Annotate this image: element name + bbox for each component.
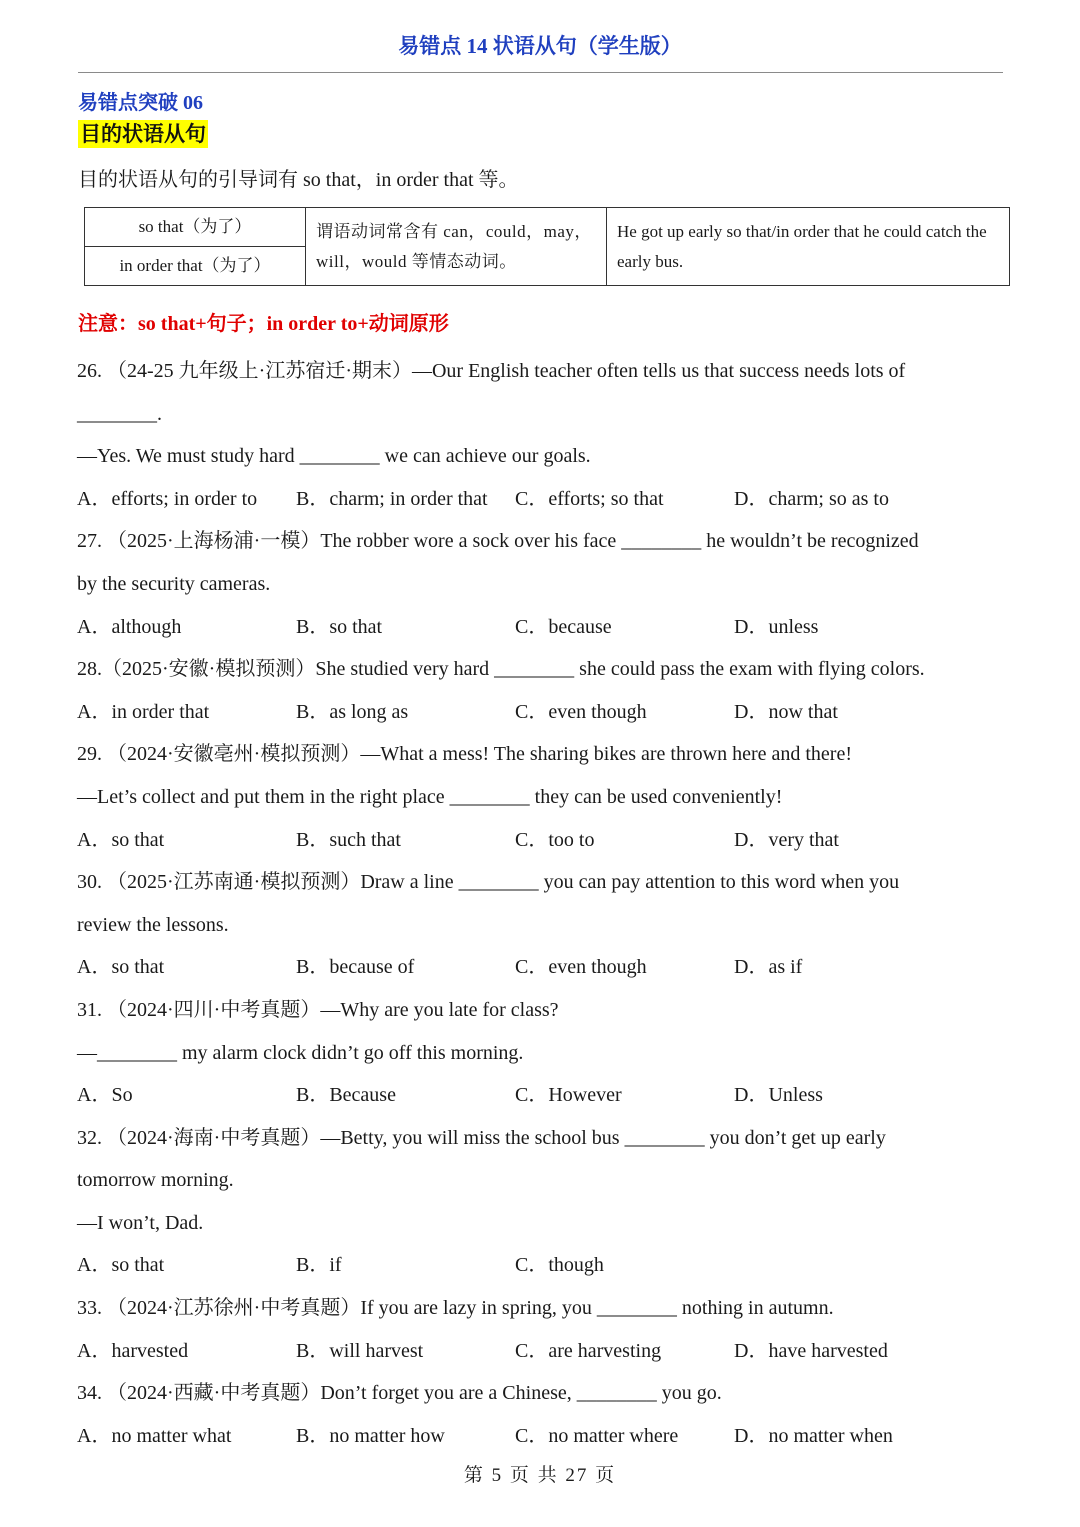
section-label: 易错点突破 06 <box>78 92 203 114</box>
question-item <box>77 861 1017 989</box>
table-cell-so-that: so that（为了） <box>85 208 306 247</box>
question-line: —________ my alarm clock didn’t go off this morning. <box>77 1041 524 1064</box>
answer-option: C．because <box>515 615 612 638</box>
question-line: —Yes. We must study hard ________ we can achieve our goals. <box>77 445 591 468</box>
answer-option: C．even though <box>515 700 647 723</box>
section-title: 目的状语从句 <box>80 122 206 146</box>
answer-option: B．such that <box>296 828 401 851</box>
answer-options <box>77 606 1017 649</box>
question-item <box>77 350 1017 520</box>
question-item <box>77 648 1017 733</box>
question-line: 33. （2024·江苏徐州·中考真题）If you are lazy in spring, you ________ nothing in autumn. <box>77 1297 834 1320</box>
answer-option: D．now that <box>734 700 838 723</box>
question-line: tomorrow morning. <box>77 1169 234 1192</box>
answer-option: A．harvested <box>77 1339 189 1362</box>
question-line: —I won’t, Dad. <box>77 1211 204 1234</box>
answer-option: B．if <box>296 1254 342 1277</box>
question-line: review the lessons. <box>77 913 229 936</box>
question-item <box>77 989 1017 1117</box>
answer-options <box>77 478 1017 521</box>
answer-option: B．because of <box>296 956 415 979</box>
question-item <box>77 1287 1017 1372</box>
table-cell-usage: 谓语动词常含有 can，could，may，will，would 等情态动词。 <box>306 208 607 286</box>
answer-option: A．So <box>77 1084 133 1107</box>
question-line: 28.（2025·安徽·模拟预测）She studied very hard ________ she could pass the exam with flying colors. <box>77 658 925 681</box>
question-line: by the security cameras. <box>77 572 271 595</box>
answer-option: A．although <box>77 615 182 638</box>
question-item <box>77 520 1017 648</box>
answer-options <box>77 1330 1017 1373</box>
answer-option: B．as long as <box>296 700 409 723</box>
answer-option: B．charm; in order that <box>296 487 488 510</box>
answer-option: C．though <box>515 1254 604 1277</box>
question-line: 29. （2024·安徽亳州·模拟预测）—What a mess! The sharing bikes are thrown here and there! <box>77 743 852 766</box>
question-line: 26. （24-25 九年级上·江苏宿迁·期末）—Our English teacher often tells us that success needs lots of <box>77 360 906 382</box>
connector-table <box>84 207 1010 286</box>
answer-options <box>77 1415 1017 1458</box>
answer-option: C．are harvesting <box>515 1339 662 1362</box>
answer-options <box>77 1244 1017 1287</box>
answer-option: B．so that <box>296 615 383 638</box>
answer-options <box>77 1074 1017 1117</box>
page-header-title: 易错点 14 状语从句（学生版） <box>398 34 682 58</box>
answer-options <box>77 691 1017 734</box>
answer-option: B．will harvest <box>296 1339 424 1362</box>
question-line: 27. （2025·上海杨浦·一模）The robber wore a sock over his face ________ he wouldn’t be recognized <box>77 530 919 553</box>
question-line: 31. （2024·四川·中考真题）—Why are you late for class? <box>77 998 559 1021</box>
page-footer: 第 5 页 共 27 页 <box>463 1465 617 1486</box>
answer-option: D．unless <box>734 615 819 638</box>
question-item <box>77 1117 1017 1287</box>
question-item <box>77 1372 1017 1457</box>
answer-option: A．in order that <box>77 700 210 723</box>
answer-option: A．so that <box>77 956 165 979</box>
answer-option: D．charm; so as to <box>734 487 889 510</box>
question-item <box>77 733 1017 861</box>
answer-option: C．no matter where <box>515 1424 679 1447</box>
table-cell-example: He got up early so that/in order that he could catch the early bus. <box>607 208 1010 286</box>
answer-option: D．have harvested <box>734 1339 888 1362</box>
question-line: ________. <box>77 402 162 425</box>
table-cell-in-order-that: in order that（为了） <box>85 247 306 286</box>
answer-option: C．efforts; so that <box>515 487 664 510</box>
question-line: 30. （2025·江苏南通·模拟预测）Draw a line ________ you can pay attention to this word when you <box>77 871 900 894</box>
answer-option: A．no matter what <box>77 1424 232 1447</box>
answer-options <box>77 819 1017 862</box>
note-text: 注意：so that+句子；in order to+动词原形 <box>78 313 449 335</box>
answer-option: C．too to <box>515 828 595 851</box>
answer-option: C．However <box>515 1084 622 1107</box>
answer-option: A．efforts; in order to <box>77 487 258 510</box>
answer-option: D．Unless <box>734 1084 823 1107</box>
answer-option: B．Because <box>296 1084 396 1107</box>
section-intro: 目的状语从句的引导词有 so that，in order that 等。 <box>78 169 519 191</box>
answer-options <box>77 946 1017 989</box>
answer-option: D．very that <box>734 828 839 851</box>
header-divider <box>78 72 1003 73</box>
answer-option: A．so that <box>77 1254 165 1277</box>
answer-option: D．as if <box>734 956 803 979</box>
question-line: —Let’s collect and put them in the right place ________ they can be used conveniently! <box>77 785 783 808</box>
answer-option: C．even though <box>515 956 647 979</box>
question-line: 34. （2024·西藏·中考真题）Don’t forget you are a Chinese, ________ you go. <box>77 1382 722 1405</box>
answer-option: A．so that <box>77 828 165 851</box>
answer-option: B．no matter how <box>296 1424 445 1447</box>
question-list <box>77 350 1017 1457</box>
answer-option: D．no matter when <box>734 1424 893 1447</box>
question-line: 32. （2024·海南·中考真题）—Betty, you will miss the school bus ________ you don’t get up early <box>77 1126 886 1149</box>
